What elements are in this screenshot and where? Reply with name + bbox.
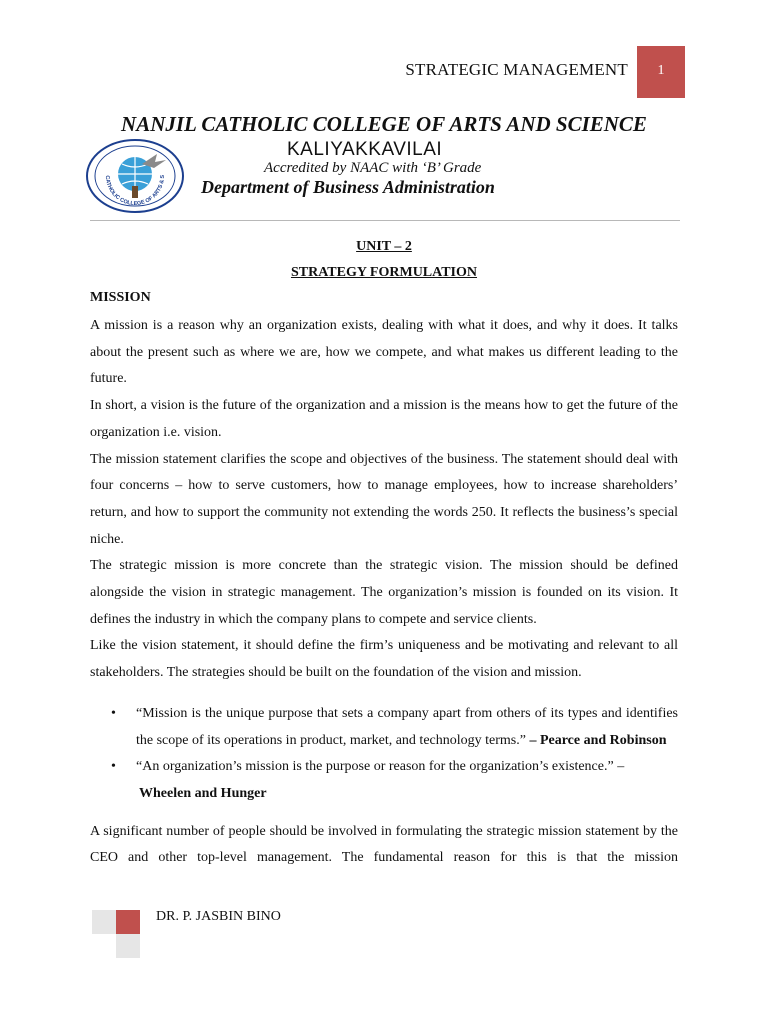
body-text bbox=[90, 313, 678, 872]
running-header-title: STRATEGIC MANAGEMENT bbox=[405, 60, 628, 79]
quote-list bbox=[90, 701, 678, 808]
quote-text: “An organization’s mission is the purpose or reason for the organization’s existence.” – bbox=[136, 759, 625, 775]
bullet-icon: • bbox=[111, 759, 116, 775]
college-location: KALIYAKKAVILAI bbox=[287, 139, 443, 160]
paragraph: The strategic mission is more concrete than the strategic vision. The mission should be defined alongside the vision in strategic management. The organization’s mission is founded on its vision. It defines the industry in which the company plans to compete and service clients. bbox=[90, 558, 678, 627]
paragraph: The mission statement clarifies the scope and objectives of the business. The statement should deal with four concerns – how to serve customers, how to manage employees, how to increase shareholders’ return, and how to support the community not extending the words 250. It reflects the business’s special niche. bbox=[90, 451, 678, 547]
unit-heading: UNIT – 2 bbox=[356, 239, 412, 254]
topic-heading: STRATEGY FORMULATION bbox=[290, 265, 478, 280]
footer-decoration-square bbox=[116, 910, 140, 934]
section-heading: MISSION bbox=[90, 290, 151, 305]
quote-attribution: Wheelen and Hunger bbox=[139, 785, 267, 801]
college-logo bbox=[82, 136, 188, 216]
accreditation-line: Accredited by NAAC with ‘B’ Grade bbox=[264, 160, 482, 176]
quote-attribution: – Pearce and Robinson bbox=[529, 732, 667, 748]
college-name: NANJIL CATHOLIC COLLEGE OF ARTS AND SCIENCE bbox=[121, 112, 647, 136]
footer-decoration-square bbox=[116, 934, 140, 958]
footer-author: DR. P. JASBIN BINO bbox=[156, 909, 281, 924]
logo-text: CATHOLIC COLLEGE OF ARTS & S bbox=[103, 174, 167, 208]
quote-text: “Mission is the unique purpose that sets a company apart from others of its types and identifies the scope of its operations in product, market, and technology terms.” bbox=[136, 705, 678, 748]
header-divider bbox=[90, 220, 680, 221]
footer-decoration-square bbox=[92, 910, 116, 934]
page-number-box bbox=[637, 46, 685, 98]
paragraph: In short, a vision is the future of the organization and a mission is the means how to get the future of the organization i.e. vision. bbox=[90, 398, 678, 440]
paragraph: Like the vision statement, it should define the firm’s uniqueness and be motivating and relevant to all stakeholders. The strategies should be built on the foundation of the vision and mission. bbox=[90, 638, 678, 681]
quote-item bbox=[90, 754, 678, 807]
paragraph: A mission is a reason why an organization exists, dealing with what it does, and why it does. It talks about the present such as where we are, how we compete, and what makes us different leading to the future. bbox=[90, 318, 678, 387]
quote-item bbox=[90, 701, 678, 754]
page-number: 1 bbox=[657, 63, 665, 78]
bullet-icon: • bbox=[111, 705, 116, 721]
closing-paragraph: A significant number of people should be involved in formulating the strategic mission statement by the CEO and other top-level management. The fundamental reason for this is that the mission bbox=[90, 823, 678, 866]
department-name: Department of Business Administration bbox=[201, 177, 495, 197]
